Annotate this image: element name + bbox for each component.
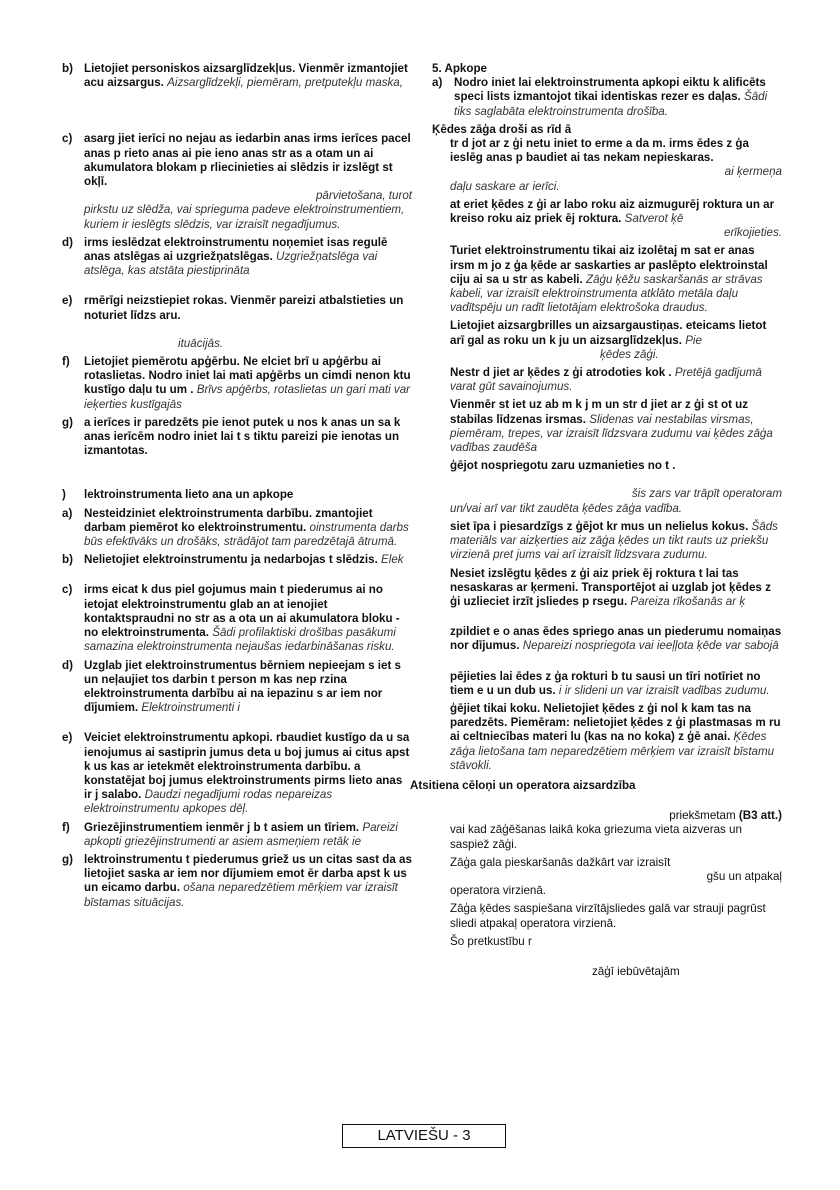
page-footer: LATVIEŠU - 3 — [342, 1124, 506, 1148]
list-item — [62, 507, 412, 550]
explanation-text: Pareiza rīkošanās ar ķ — [630, 594, 746, 608]
section-title: Ķēdes zāģa droši as rīd ā — [432, 122, 572, 136]
item-label: e) — [62, 294, 73, 308]
body-text: zāģī iebūvētajām — [592, 964, 680, 978]
instruction-text: Nodro iniet lai elektroinstrumenta apkopi eiktu k alificēts speci lists izmantojot tikai identiskas rezer es daļas. — [454, 76, 766, 104]
item-label: b) — [62, 553, 73, 567]
instruction-text: Nestr d jiet ar ķēdes z ģi atrodoties kok . — [450, 366, 672, 380]
explanation-text: Uzgriežņatslēga vai atslēga, kas atstāta piestiprināta — [84, 250, 378, 278]
list-item — [62, 132, 412, 231]
body-text: Šo pretkustību r — [450, 934, 532, 948]
instruction-text: ģējiet tikai koku. Nelietojiet ķēdes z ģi nol k kam tas na paredzēts. Piemēram: nelietojiet ķēdes z ģi plastmasas m ru ai celtniecības materi lu (kas na no koka) z ģē anai. — [450, 701, 781, 744]
paragraph — [432, 965, 782, 979]
paragraph — [432, 902, 782, 930]
explanation-text: Pareizi apkopti griezējinstrumenti ar asiem asmeņiem retāk ie — [84, 820, 398, 848]
instruction-text: Lietojiet piemērotu apģērbu. Ne elciet brī u apģērbu ai rotaslietas. Nodro iniet lai mati apģērbs un cimdi nenon ktu kustīgo daļu tu um . — [84, 355, 411, 397]
paragraph — [432, 670, 782, 698]
explanation-text: darbs būs efektīvāks un drošāks, strādājot tam paredzētajā ātrumā. — [84, 520, 409, 549]
explanation-text: Ķēdes zāģa lietošana tam neparedzētiem mērķiem var izraisīt bīstamu stāvokli. — [450, 730, 775, 772]
explanation-text: Slidenas vai nestabilas virsmas, piemēram, trepes, var izraisīt līdzsvara zudumu vai ķēdes zāģa vadības zaudēša — [450, 412, 773, 455]
item-label: d) — [62, 658, 73, 672]
list-item — [432, 76, 782, 119]
section-heading — [62, 488, 412, 502]
section-title: 5. Apkope — [432, 62, 487, 75]
explanation-text: pirkstu uz slēdža, vai sprieguma padeve elektroinstrumentiem, kuriem ir ieslēgts slēdzis, var izraisīt negadījumus. — [84, 203, 405, 231]
instruction-text: Lietojiet aizsargbrilles un aizsargaustiņas. eteicams lietot arī gal as roku un k ju un aizsarglīdzekļus. — [450, 319, 767, 347]
body-text: gšu un atpakaļ — [706, 869, 782, 883]
instruction-text: at eriet ķēdes z ģi ar labo roku aiz aizmugurēj roktura un ar kreiso roku aiz priek ēj roktura. — [450, 197, 775, 226]
instruction-text: Turiet elektroinstrumentu tikai aiz izolētaj m sat er anas irsm m jo z ģa ķēde ar saskarties ar paslēpto elektroinstal ciju ai sa u str as kabeli. — [450, 244, 768, 286]
instruction-text: Uzglab jiet elektroinstrumentus bērniem nepieejam s iet s un neļaujiet tos darbin t person m kas nep rzina elektroinstrumenta darbību ai na iepazinu s ar iem nor dījumiem. — [84, 658, 401, 715]
paragraph — [432, 567, 782, 610]
body-text: vai kad zāģēšanas laikā koka griezuma vieta aizveras un saspiež zāģi. — [450, 823, 742, 851]
paragraph — [432, 137, 782, 194]
explanation-text: Šāds materiāls var aizķerties aiz zāģa ķēdes un tikt rauts uz priekšu virzienā pret jums vai arī izraisīt līdzsvara zudumu. — [450, 519, 778, 562]
item-label: c) — [62, 583, 73, 597]
item-label: g) — [62, 852, 73, 866]
list-item — [62, 355, 412, 412]
explanation-text: Satverot ķē — [624, 212, 684, 226]
item-label: g) — [62, 415, 73, 429]
instruction-text: Lietojiet personiskos aizsarglīdzekļus. Vienmēr izmantojiet acu aizsargus. — [84, 62, 408, 90]
right-column — [410, 62, 782, 983]
instruction-text: Nesteidziniet elektroinstrumenta darbību. zmantojiet darbam piemērot ko elektroinstrumentu. — [84, 506, 373, 534]
body-text: Zāģa gala pieskaršanās dažkārt var izraisīt — [450, 855, 671, 869]
left-column — [62, 62, 412, 914]
instruction-text: Veiciet elektroinstrumentu apkopi. rbaudiet kustīgo da u sa ienojumus ai sastiprin jumus deta u boj jumus ai citus apst k us kas ar ietekmēt elektroinstrumenta darbību. a konstatējat boj jumus elektroinstruments pirms lieto anas ir j salabo. — [84, 731, 410, 802]
list-item — [62, 731, 412, 816]
explanation-text: erīkojieties. — [724, 226, 782, 240]
explanation-text: Elektroinstrumenti i — [141, 701, 240, 715]
instruction-text: a ierīces ir paredzēts pie ienot putek u nos k anas un sa k anas ierīcēm nodro iniet lai t s tiktu pareizi pie ienotas un izmantotas. — [84, 415, 401, 458]
explanation-text: pārvietošana, turot — [315, 189, 412, 203]
item-label: f) — [62, 355, 70, 369]
list-item — [62, 236, 412, 279]
explanation-text: Nepareizi nospriegota vai ieeļļota ķēde var sabojā — [522, 639, 779, 653]
explanation-text: ošana — [183, 881, 215, 895]
figure-reference: (B3 att.) — [738, 809, 782, 823]
explanation-text: neparedzētiem mērķiem var izraisīt bīstamas situācijas. — [84, 881, 398, 909]
explanation-text: Aizsarglīdzekļi, piemēram, pretputekļu maska, — [167, 76, 403, 90]
paragraph — [432, 520, 782, 563]
body-text: Zāģa ķēdes saspiešana virzītājsliedes galā var strauji pagrūst sliedi atpakaļ operatora virzienā. — [450, 902, 766, 930]
explanation-text: Brīvs apģērbs, rotaslietas un gari mati var ieķerties kustīgajās — [84, 383, 411, 411]
paragraph — [432, 319, 782, 362]
paragraph — [432, 809, 782, 852]
paragraph — [432, 625, 782, 653]
list-item — [62, 294, 412, 351]
explanation-text: Pretējā gadījumā varat gūt savainojumus. — [450, 366, 762, 394]
explanation-text: Daudzi negadījumi rodas nepareizas elektroinstrumentu apkopes dēļ. — [84, 788, 333, 816]
explanation-text: un/vai arī var tikt zaudēta ķēdes zāģa vadība. — [450, 501, 683, 515]
paragraph — [432, 459, 782, 516]
list-item — [62, 553, 412, 567]
instruction-text: irms ieslēdzat elektroinstrumentu noņemiet isas regulē anas atslēgas ai uzgriežņatslēgas. — [84, 235, 388, 264]
paragraph — [432, 244, 782, 315]
explanation-text: Šādi tiks saglabāta elektroinstrumenta drošība. — [454, 90, 768, 118]
explanation-text: ituācijās. — [178, 336, 224, 350]
instruction-text: Vienmēr st iet uz ab m k j m un str d jiet ar z ģi st ot uz stabilas līdzenas irsmas. — [450, 398, 749, 426]
list-item — [62, 416, 412, 459]
explanation-text: oinstrumenta — [309, 520, 377, 534]
item-label: e) — [62, 731, 73, 745]
explanation-text: ķēdes zāģi. — [600, 347, 659, 361]
instruction-text: Nesiet izslēgtu ķēdes z ģi aiz priek ēj roktura t lai tas nesaskaras ar ķermeni. Transportējot ai uzglab jot ķēdes z ģi uzlieciet irzīt jsliedes p rsegu. — [450, 566, 771, 608]
item-label: c) — [62, 132, 73, 146]
paragraph — [432, 856, 782, 899]
instruction-text: rmērīgi neizstiepiet rokas. Vienmēr pareizi atbalstieties un noturiet līdzs aru. — [84, 294, 404, 322]
item-label: d) — [62, 235, 73, 249]
explanation-text: ai ķermeņa — [724, 165, 782, 179]
instruction-text: Griezējinstrumentiem ienmēr j b t asiem un tīriem. — [84, 820, 360, 834]
explanation-text: i — [558, 683, 562, 697]
paragraph — [432, 935, 782, 949]
list-item — [62, 853, 412, 910]
list-item — [62, 62, 412, 90]
paragraph — [432, 198, 782, 241]
instruction-text: tr d jot ar z ģi netu iniet to erme a da m. irms ēdes z ģa ieslēg anas p baudiet ai tas nekam nepieskaras. — [450, 137, 749, 165]
instruction-text: ģējot nospriegotu zaru uzmanieties no t . — [450, 459, 676, 473]
item-label: a) — [432, 76, 443, 90]
section-title: Atsitiena cēloņi un operatora aizsardzība — [410, 778, 636, 792]
explanation-text: Šādi profilaktiski drošības pasākumi samazina elektroinstrumenta nejaušas iedarbināšanas risku. — [84, 626, 396, 654]
explanation-text: daļu saskare ar ierīci. — [450, 179, 560, 193]
instruction-text: irms eicat k dus piel gojumus main t piederumus ai no ietojat elektroinstrumentu glab an at ienojiet kontaktspraudni no str as a ota un ai akumulatora bloku - no elektroinstrumenta. — [84, 583, 400, 640]
item-label: f) — [62, 820, 70, 834]
body-text: priekšmetam — [669, 809, 736, 823]
instruction-text: lektroinstrumentu t piederumus griež us un citas sast da as lietojiet saska ar iem nor dījumiem emot ēr darba apst k us un eicamo darbu. — [84, 852, 412, 895]
section-number: ) — [62, 488, 66, 502]
instruction-text: siet īpa i piesardzīgs z ģējot kr mus un nelielus kokus. — [450, 519, 749, 533]
list-item — [62, 659, 412, 716]
paragraph — [432, 398, 782, 455]
item-label: b) — [62, 62, 73, 75]
explanation-text: Pie — [685, 333, 702, 347]
paragraph — [432, 702, 782, 773]
list-item — [62, 583, 412, 654]
section-title: lektroinstrumenta lieto ana un apkope — [84, 488, 294, 502]
explanation-text: šis zars var trāpīt operatoram — [631, 487, 782, 501]
list-item — [62, 821, 412, 849]
instruction-text: pējieties lai ēdes z ģa rokturi b tu sausi un tīri notīriet no tiem e u un dub us. — [450, 669, 761, 697]
instruction-text: asarg jiet ierīci no nejau as iedarbin anas irms ierīces pacel anas p rieto anas ai pie ieno anas str as a otam un ai akumulatora blokam p rliecinieties ai slēdzis ir izslēgt st okļī. — [84, 132, 411, 189]
explanation-text: Zāģu ķēžu saskaršanās ar strāvas kabeli, var izraisīt elektroinstrumenta atklāto metāla daļu vadītspēju un radīt lietotājam elektrošoka draudus. — [450, 272, 763, 315]
paragraph — [432, 366, 782, 394]
item-label: a) — [62, 506, 73, 520]
explanation-text: ir slideni un var izraisīt vadības zudumu. — [564, 683, 770, 697]
instruction-text: Nelietojiet elektroinstrumentu ja nedarbojas t slēdzis. — [84, 553, 378, 567]
instruction-text: zpildiet e o anas ēdes spriego anas un piederumu nomaiņas nor dījumus. — [450, 625, 782, 653]
explanation-text: Elek — [381, 553, 404, 567]
body-text: operatora virzienā. — [450, 884, 547, 898]
